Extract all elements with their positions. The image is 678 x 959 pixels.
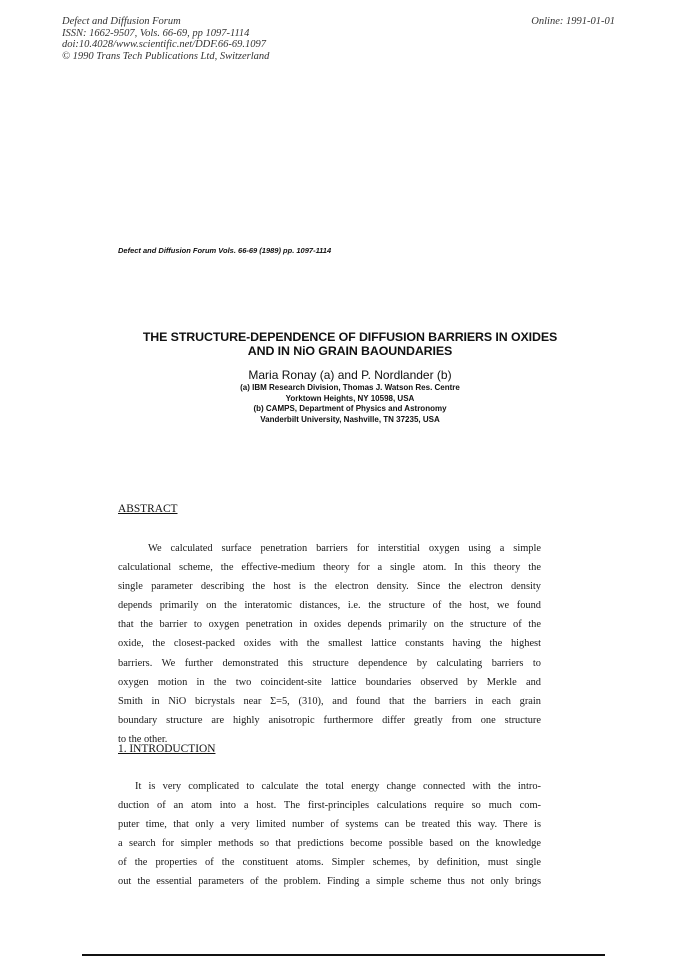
page-bottom-rule bbox=[82, 954, 605, 956]
text-line: Smith in NiO bicrystals near Σ=5, (310), and found that the barriers in each grain bbox=[118, 695, 541, 707]
text-line: out the essential parameters of the problem. Finding a simple scheme thus not only brings bbox=[118, 876, 541, 888]
text-line: oxide, the closest-packed oxides with the smallest lattice constants having the highest bbox=[118, 638, 541, 650]
text-line: barriers. We further demonstrated this structure dependence by calculating barriers to bbox=[118, 657, 541, 669]
text-line: single parameter describing the host is the electron density. Since the electron density bbox=[118, 581, 541, 593]
title-line-1: THE STRUCTURE-DEPENDENCE OF DIFFUSION BARRIERS IN OXIDES bbox=[142, 330, 558, 344]
text-line: to the other. bbox=[118, 733, 168, 745]
journal-volume: Vols. 66-69 (1989) pp. 1097-1114 bbox=[218, 246, 332, 255]
abstract-text bbox=[118, 539, 541, 749]
authors: Maria Ronay (a) and P. Nordlander (b) bbox=[248, 368, 452, 382]
header-journal: Defect and Diffusion Forum bbox=[62, 16, 181, 27]
text-line: calculational scheme, the effective-medium theory for a single atom. In this theory the bbox=[118, 562, 541, 574]
text-line: We calculated surface penetration barriers for interstitial oxygen using a simple bbox=[148, 543, 541, 554]
text-line: that the barrier to oxygen penetration in oxides depends primarily on the structure of the bbox=[118, 619, 541, 631]
text-line: of the properties of the constituent atoms. Simpler schemes, by definition, must single bbox=[118, 857, 541, 869]
affiliation-line: (a) IBM Research Division, Thomas J. Watson Res. Centre bbox=[240, 383, 460, 392]
text-line: boundary structure are highly anisotropic furthermore differ greatly from one structure bbox=[118, 714, 541, 726]
paper-title bbox=[100, 331, 600, 358]
text-line: duction of an atom into a host. The first-principles calculations require so much com- bbox=[118, 800, 541, 812]
header-copyright: © 1990 Trans Tech Publications Ltd, Switzerland bbox=[62, 50, 270, 62]
affiliation-line: Yorktown Heights, NY 10598, USA bbox=[285, 393, 415, 403]
header-doi: doi:10.4028/www.scientific.net/DDF.66-69.1097 bbox=[62, 39, 267, 50]
title-line-2: AND IN NiO GRAIN BAOUNDARIES bbox=[247, 343, 453, 358]
affiliation-line: Vanderbilt University, Nashville, TN 37235, USA bbox=[260, 414, 440, 424]
online-date: Online: 1991-01-01 bbox=[531, 16, 615, 27]
introduction-heading: 1. INTRODUCTION bbox=[118, 743, 216, 755]
text-line: oxygen motion in the two coincident-site lattice boundaries observed by Merkle and bbox=[118, 676, 541, 688]
affiliation-line: (b) CAMPS, Department of Physics and Astronomy bbox=[253, 404, 447, 413]
text-line: a search for simpler methods so that predictions become possible based on the knowledge bbox=[118, 838, 541, 850]
text-line: It is very complicated to calculate the total energy change connected with the intro- bbox=[135, 781, 541, 792]
introduction-text bbox=[118, 777, 541, 892]
text-line: puter time, that only a very limited number of systems can be treated this way. There is bbox=[118, 819, 541, 831]
journal-citation bbox=[118, 246, 331, 255]
abstract-heading: ABSTRACT bbox=[118, 503, 178, 515]
journal-name: Defect and Diffusion Forum bbox=[118, 246, 217, 255]
header-issn: ISSN: 1662-9507, Vols. 66-69, pp 1097-1114 bbox=[62, 27, 250, 39]
affiliations bbox=[100, 383, 600, 425]
publication-header bbox=[62, 16, 269, 62]
text-line: depends primarily on the interatomic distances, i.e. the structure of the host, we found bbox=[118, 600, 541, 612]
